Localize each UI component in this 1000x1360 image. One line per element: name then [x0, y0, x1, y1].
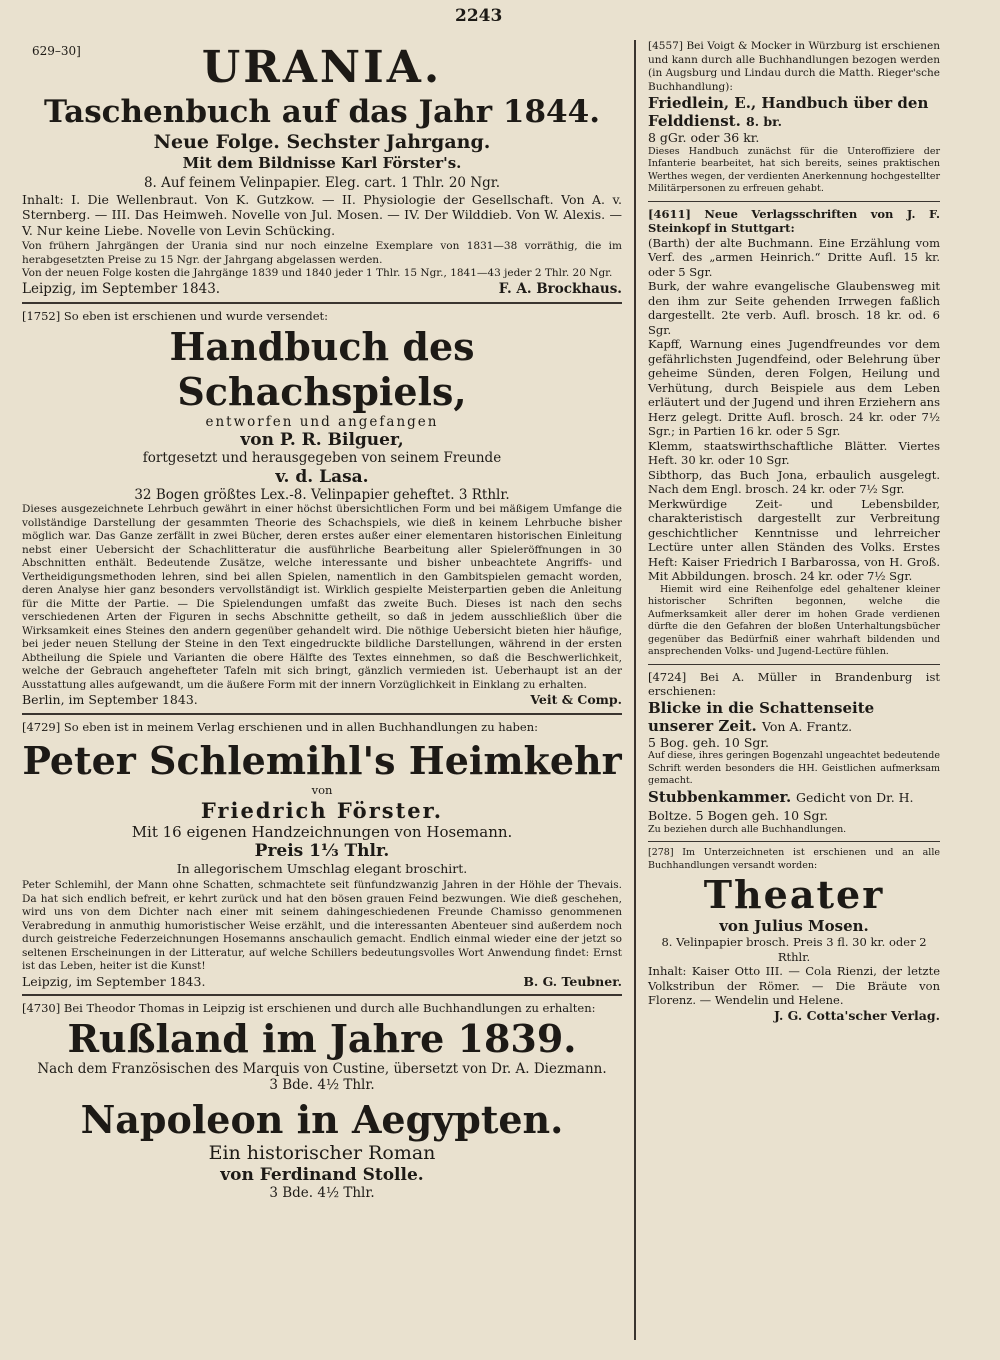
mueller-price: 5 Bog. geh. 10 Sgr. [648, 734, 770, 750]
voigt-ref: [4557] [648, 40, 683, 52]
ad-schach [22, 309, 622, 708]
stein-note: Hiemit wird eine Reihenfolge edel gehaltener kleiner historischer Schriften begonnen, welche die Aufmerksamkeit aller derer im hohen Grade verdienen dürfte die den Gefahren der bloßen Unterhaltungsbücher gegenüber das Bedürfniß einer wahrhaft bildenden und ansprechenden Volks- und Jugend-Lectüre fühlen. [648, 583, 940, 657]
divider [648, 664, 940, 665]
urania-contents: Inhalt: I. Die Wellenbraut. Von K. Gutzkow. — II. Physiologie der Gesellschaft. Von A. v. Sternberg. — III. Das Heimweh. Novelle von Jul. Mosen. — IV. Der Wilddieb. Von W. Alexis. — V. Nur keine Liebe. Novelle von Levin Schücking. [22, 191, 622, 238]
mueller-ref: [4724] [648, 669, 687, 684]
urania-publisher: F. A. Brockhaus. [498, 280, 622, 297]
schlemihl-binding: In allegorischem Umschlag elegant broschirt. [176, 860, 468, 876]
urania-note-1: Von frühern Jahrgängen der Urania sind nur noch einzelne Exemplare von 1831—38 vorräthig, die im herabgesetzten Preise zu 15 Ngr. der Jahrgang abgelassen werden. [22, 240, 622, 266]
napoleon-title: Napoleon in Aegypten. [80, 1096, 564, 1142]
divider [22, 994, 622, 996]
urania-series: Neue Folge. Sechster Jahrgang. [153, 131, 491, 153]
schlemihl-author: Friedrich Förster. [200, 797, 444, 823]
mueller-note: Zu beziehen durch alle Buchhandlungen. [648, 823, 847, 835]
schlemihl-place-date: Leipzig, im September 1843. [22, 973, 206, 989]
urania-place-date: Leipzig, im September 1843. [22, 280, 221, 297]
schlemihl-illustrations: Mit 16 eigenen Handzeichnungen von Hosemann. [131, 822, 513, 841]
column-divider [634, 40, 636, 1340]
schlemihl-body: Peter Schlemihl, der Mann ohne Schatten, schmachtete seit fünfundzwanzig Jahren in der Höhle der Thevais. Da hat sich endlich befreit, er kehrt zurück und hat den bösen grauen Feind bezwungen. Wie dieß geschehen, wird uns von dem Dichter nach einer mit seinem dahingeschiedenen Freunde Chamisso genommenen Verabredung in anmuthig humoristischer Weise erzählt, und die interessanten Abenteuer sind außerdem noch durch geistreiche Federzeichnungen Hosemanns anschaulich gemacht. Endlich einmal wieder eine der jetzt so seltenen Erscheinungen in der Litteratur, auf welche Schillers bedeutungsvolles Wort Anwendung findet: Ernst ist das Leben, heiter ist die Kunst! [22, 879, 622, 972]
left-column [22, 40, 622, 1201]
stein-item-5: Sibthorp, das Buch Jona, erbaulich ausgelegt. Nach dem Engl. brosch. 24 kr. oder 7½ Sgr. [648, 467, 940, 496]
schach-line-3: fortgesetzt und herausgegeben von seinem Freunde [142, 450, 502, 466]
schlemihl-publisher: B. G. Teubner. [523, 973, 622, 989]
napoleon-subtitle: Ein historischer Roman [208, 1141, 436, 1164]
russland-subtitle: Nach dem Französischen des Marquis von Custine, übersetzt von Dr. A. Diezmann. [37, 1060, 607, 1077]
schach-line-4: v. d. Lasa. [275, 466, 369, 487]
urania-format: 8. Auf feinem Velinpapier. Eleg. cart. 1 Thlr. 20 Ngr. [143, 175, 501, 191]
stein-intro: Neue Verlagsschriften von J. F. Steinkopf in Stuttgart: [648, 206, 940, 235]
schach-body: Dieses ausgezeichnete Lehrbuch gewährt in einer höchst übersichtlichen Form und bei mäßigem Umfange die vollständige Darstellung der gesammten Theorie des Schachspiels, wie dieß in keinem Lehrbuche bisher möglich war. Das Ganze zerfällt in zwei Bücher, deren erstes außer einer elementaren historischen Einleitung nebst einer Uebersicht der Schachlitteratur die ausführliche Bearbeitung aller Spieleröffnungen in 30 Abschnitten enthält. Bedeutende Zusätze, welche interessante und bisher unbeachtete Angriffs- und Vertheidigungsmethoden lehren, sind bei allen Spielen, namentlich in den Gambitspielen gemacht worden, deren Analyse hier ganz besonders vervollständigt ist. Wirklich gespielte Meisterpartien geben die Anleitung für die Mitte der Partie. — Die Spielendungen umfaßt das zweite Buch. Dieses ist nach den sechs verschiedenen Arten der Figuren in sechs Abschnitte getheilt, so daß in jedem ausschließlich über die Wirksamkeit eines Steines den andern gegenüber gehandelt wird. Die nöthige Uebersicht bieten hier häufige, bei jeder neuen Stellung der Steine in den Text eingedruckte bildliche Darstellungen, während in der ersten Abtheilung die Spiele und Varianten die obere Hälfte des Textes einnehmen, so daß die Beschwerlichkeit, welche der Gebrauch angehefteter Tafeln mit sich bringt, gänzlich vermieden ist. Ueberhaupt ist an der Ausstattung alles aufgewandt, um die äußere Form mit der innern Vorzüglichkeit in Einklang zu erhalten. [22, 503, 622, 691]
schach-title: Handbuch des Schachspiels, [169, 323, 475, 414]
schach-place-date: Berlin, im September 1843. [22, 692, 198, 707]
stein-item-4: Klemm, staatswirthschaftliche Blätter. Viertes Heft. 30 kr. oder 10 Sgr. [648, 438, 940, 467]
stein-item-2: Burk, der wahre evangelische Glaubensweg mit den ihm zur Seite gehenden Irrwegen faßlich dargestellt. 2te verb. Aufl. brosch. 18 kr. od. 6 Sgr. [648, 279, 940, 337]
mueller-body: Auf diese, ihres geringen Bogenzahl ungeachtet bedeutende Schrift werden besonders die HH. Geistlichen aufmerksam gemacht. [648, 750, 940, 786]
voigt-title-tail: 8. br. [746, 114, 782, 129]
stein-item-1: (Barth) der alte Buchmann. Eine Erzählung vom Verf. des „armen Heinrich.“ Dritte Aufl. 15 kr. oder 5 Sgr. [648, 235, 940, 279]
cotta-ref: [278] [648, 847, 674, 858]
divider [22, 713, 622, 715]
urania-portrait: Mit dem Bildnisse Karl Förster's. [182, 154, 462, 172]
stein-ref: [4611] [648, 206, 691, 221]
voigt-price: 8 gGr. oder 36 kr. [648, 130, 760, 145]
schach-intro: So eben ist erschienen und wurde versendet: [63, 309, 329, 323]
cotta-intro: Im Unterzeichneten ist erschienen und an alle Buchhandlungen versandt worden: [648, 847, 940, 871]
cotta-author: von Julius Mosen. [719, 917, 869, 935]
cotta-publisher: J. G. Cotta'scher Verlag. [774, 1007, 940, 1023]
schach-publisher: Veit & Comp. [530, 692, 622, 707]
urania-note-2: Von der neuen Folge kosten die Jahrgänge 1839 und 1840 jeder 1 Thlr. 15 Ngr., 1841—43 jeder 2 Thlr. 20 Ngr. [22, 267, 613, 279]
divider [648, 841, 940, 842]
russland-price: 3 Bde. 4½ Thlr. [269, 1077, 375, 1093]
ad-voigt [648, 40, 940, 196]
page-number: 2243 [455, 6, 503, 26]
cotta-title: Theater [703, 872, 885, 917]
schlemihl-title: Peter Schlemihl's Heimkehr [22, 738, 622, 783]
schlemihl-intro: So eben ist in meinem Verlag erschienen und in allen Buchhandlungen zu haben: [63, 719, 539, 734]
right-column [648, 40, 940, 1023]
mueller-intro: Bei A. Müller in Brandenburg ist erschienen: [648, 669, 941, 698]
urania-subtitle: Taschenbuch auf das Jahr 1844. [44, 94, 600, 130]
ad-steinkopf [648, 207, 940, 659]
stein-item-3: Kapff, Warnung eines Jugendfreundes vor dem gefährlichsten Jugendfeind, oder Belehrung über geheime Sünden, deren Folgen, Heilung und Verhütung, durch Beispiele aus dem Leben erläutert und der Jugend und ihren Erziehern ans Herz gelegt. Dritte Aufl. brosch. 24 kr. oder 7½ Sgr.; in Partien 16 kr. oder 5 Sgr. [648, 337, 940, 438]
ad-cotta [648, 847, 940, 1023]
mueller-title-2: Stubbenkammer. [648, 787, 792, 806]
schlemihl-von: von [311, 783, 333, 797]
voigt-body: Dieses Handbuch zunächst für die Unteroffiziere der Infanterie bearbeitet, hat sich bereits, seines praktischen Werthes wegen, der verdienten Anerkennung hochgestellter Militärpersonen zu erfreuen gehabt. [648, 145, 940, 194]
russland-intro: Bei Theodor Thomas in Leipzig ist erschienen und durch alle Buchhandlungen zu erhalten: [63, 1001, 596, 1015]
schach-format: 32 Bogen größtes Lex.-8. Velinpapier geheftet. 3 Rthlr. [134, 486, 510, 503]
mueller-title-tail: Von A. Frantz. [761, 718, 853, 734]
marginal-reference: 629–30] [32, 44, 81, 58]
schlemihl-ref: [4729] [22, 719, 61, 734]
schlemihl-price: Preis 1⅓ Thlr. [254, 840, 390, 861]
ad-schlemihl [22, 720, 622, 990]
voigt-title: Friedlein, E., Handbuch über den Felddienst. [648, 94, 929, 130]
stein-item-6: Merkwürdige Zeit- und Lebensbilder, charakteristisch dargestellt zur Verbreitung geschichtlicher Kenntnisse und lehrreicher Lectüre unter allen Ständen des Volks. Erstes Heft: Kaiser Friedrich I Barbarossa, von H. Groß. Mit Abbildungen. brosch. 24 kr. oder 7½ Sgr. [648, 496, 940, 583]
cotta-format: 8. Velinpapier brosch. Preis 3 fl. 30 kr. oder 2 Rthlr. [661, 935, 927, 964]
schach-line-2: von P. R. Bilguer, [240, 430, 404, 450]
napoleon-author: von Ferdinand Stolle. [220, 1164, 424, 1185]
napoleon-price: 3 Bde. 4½ Thlr. [269, 1184, 375, 1201]
cotta-contents: Inhalt: Kaiser Otto III. — Cola Rienzi, der letzte Volkstribun der Römer. — Die Bräute von Florenz. — Wendelin und Helene. [648, 964, 940, 1007]
ad-urania [22, 42, 622, 297]
ad-mueller [648, 670, 940, 837]
russland-title: Rußland im Jahre 1839. [67, 1015, 577, 1061]
mueller-title: Blicke in die Schattenseite unserer Zeit. [648, 698, 875, 735]
divider [22, 302, 622, 304]
urania-title: URANIA. [201, 42, 443, 93]
schach-ref: [1752] [22, 309, 61, 323]
divider [648, 201, 940, 202]
schach-line-1: entworfen und angefangen [205, 413, 439, 430]
voigt-intro: Bei Voigt & Mocker in Würzburg ist erschienen und kann durch alle Buchhandlungen bezogen werden (in Augsburg und Lindau durch die Matth. Rieger'sche Buchhandlung): [648, 40, 940, 93]
ad-russland [22, 1001, 622, 1201]
russland-ref: [4730] [22, 1001, 61, 1015]
mueller-title-2-tail: Gedicht von Dr. H. Boltze. 5 Bogen geh. 10 Sgr. [648, 789, 914, 823]
